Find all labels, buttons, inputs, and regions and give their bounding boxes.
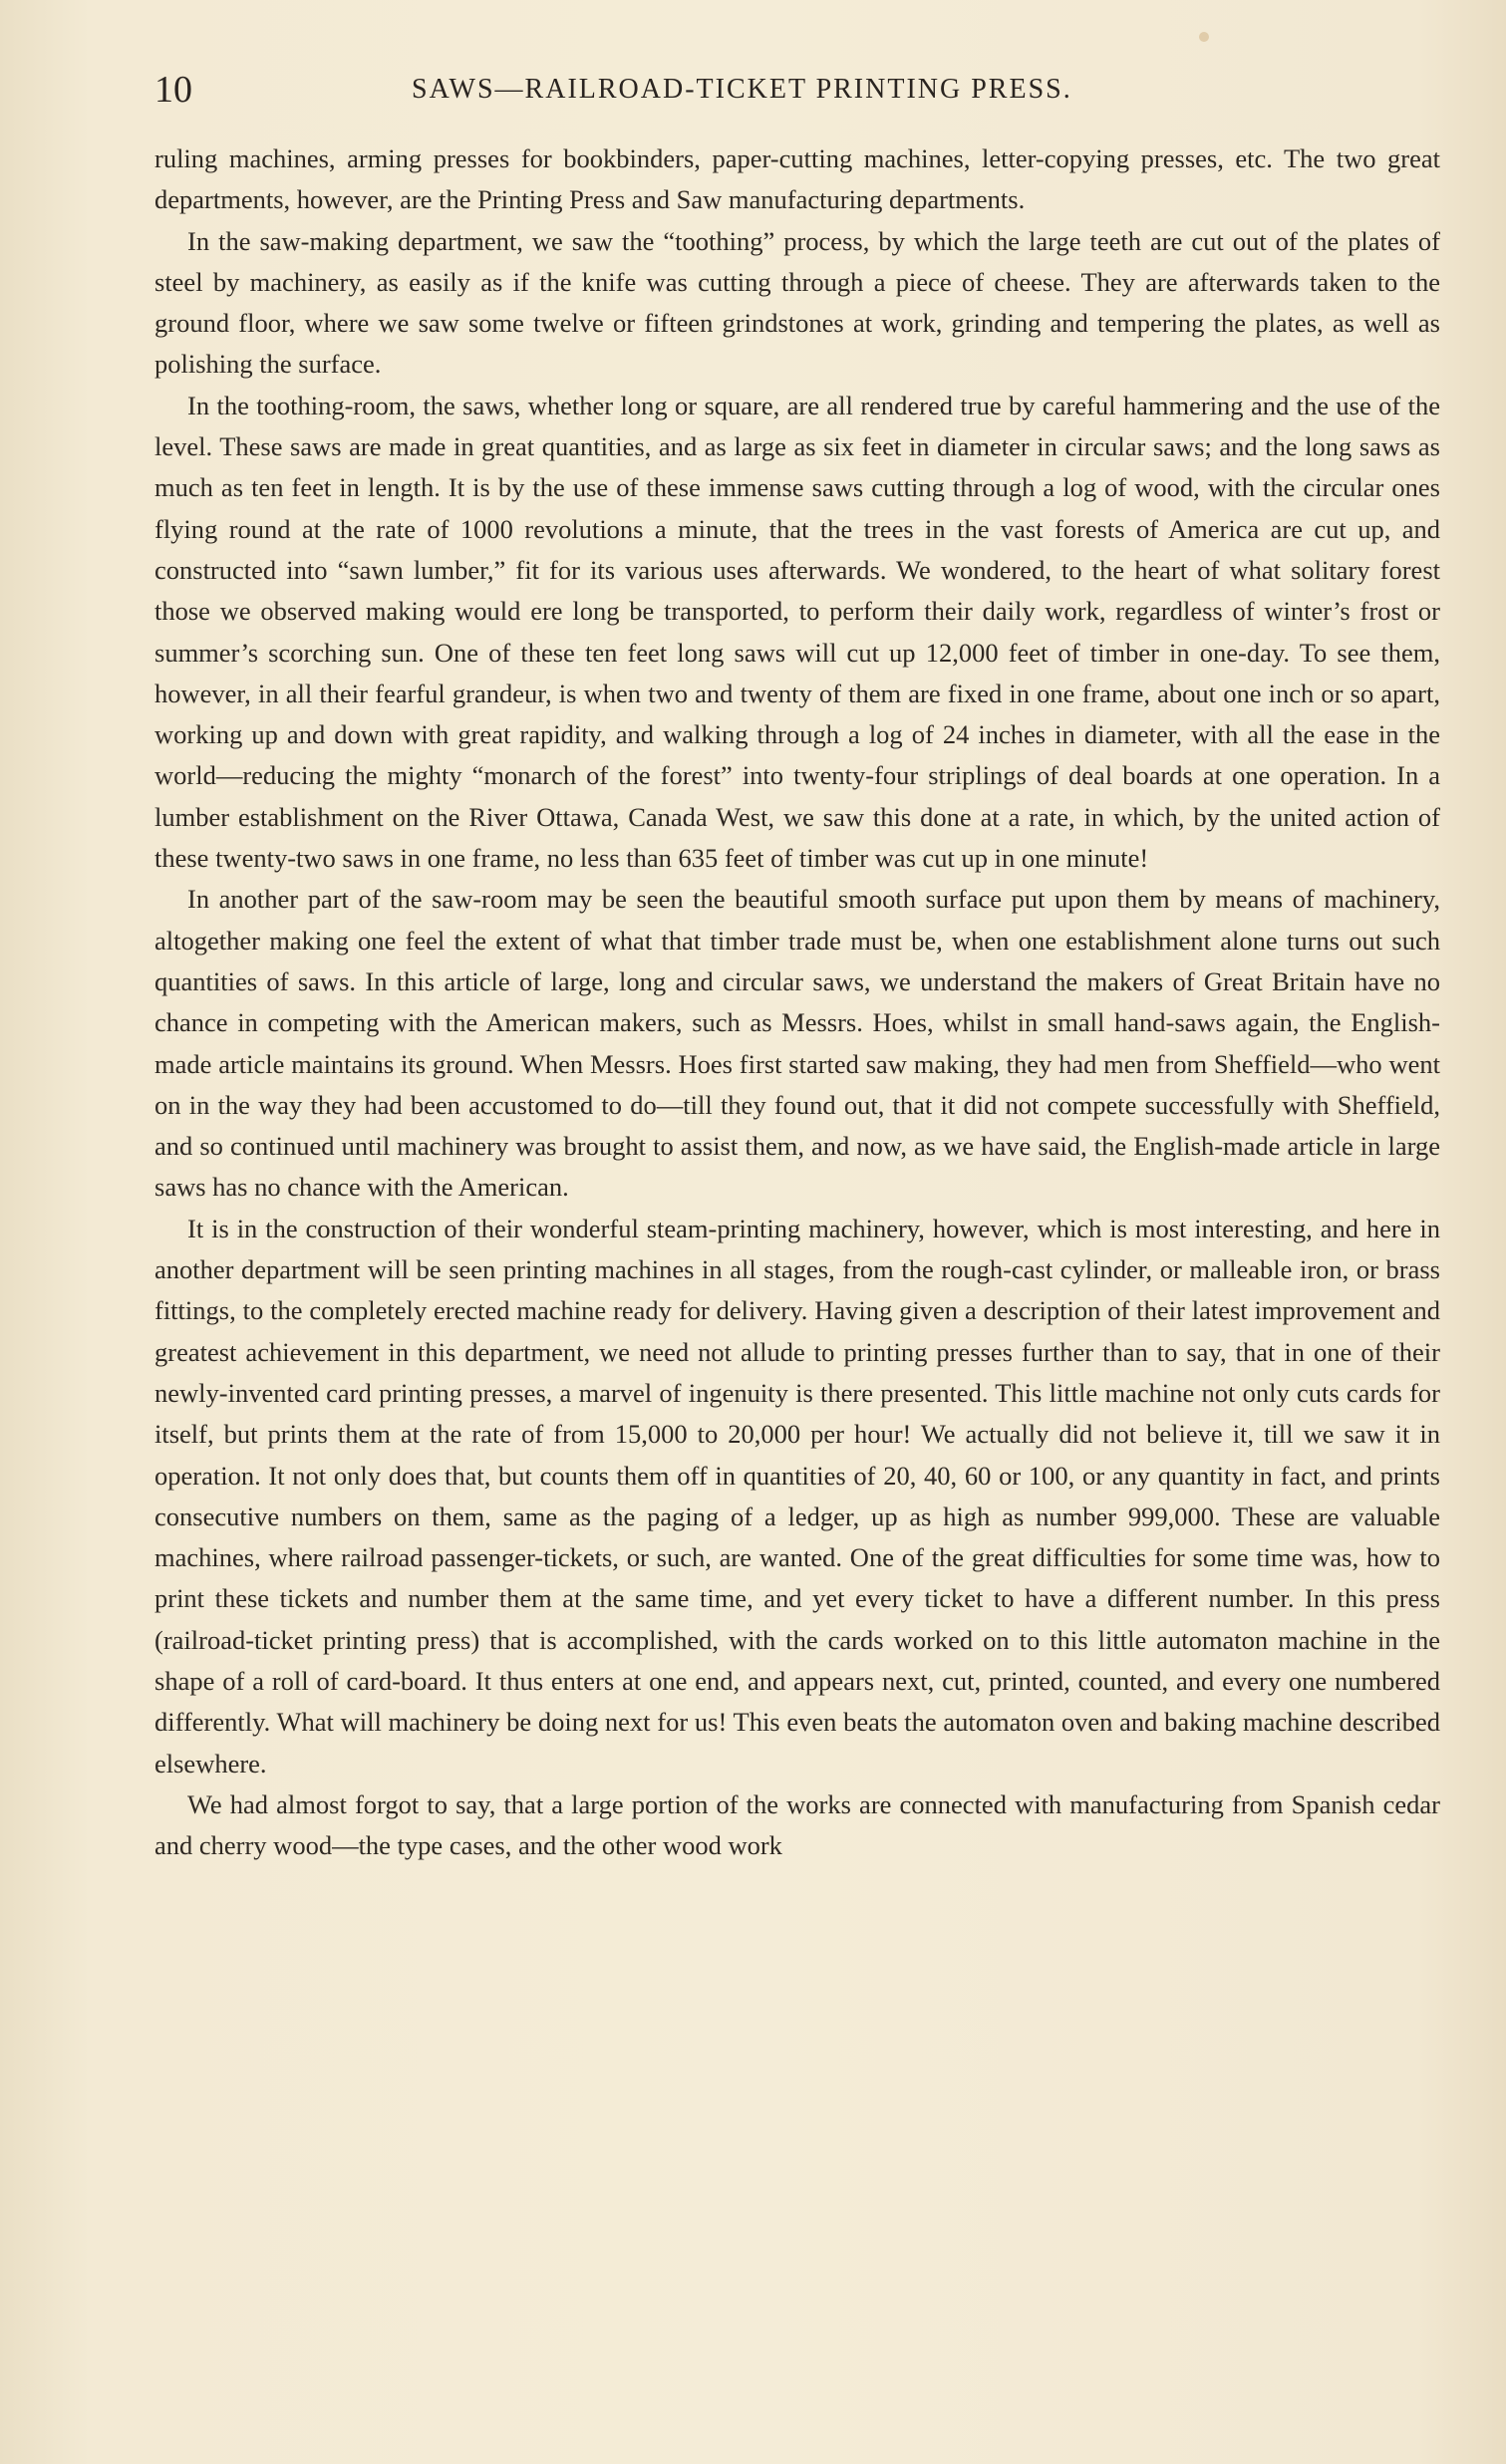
paragraph-toothing-room: In the toothing-room, the saws, whether long or square, are all rendered true by careful hammering and the use of the level. These saws are made in great quantities, and as large as six feet in diameter in circular saws; and the long saws as much as ten feet in length. It is by the use of these immense saws cutting through a log of wood, with the circular ones flying round at the rate of 1000 revolutions a minute, that the trees in the vast forests of America are cut up, and constructed into “sawn lumber,” fit for its various uses afterwards. We wondered, to the heart of what solitary forest those we observed making would ere long be transported, to perform their daily work, regardless of winter’s frost or summer’s scorching sun. One of these ten feet long saws will cut up 12,000 feet of timber in one-day. To see them, however, in all their fearful grandeur, is when two and twenty of them are fixed in one frame, about one inch or so apart, working up and down with great rapidity, and walking through a log of 24 inches in diameter, with all the ease in the world—reducing the mighty “monarch of the forest” into twenty-four striplings of deal boards at one operation. In a lumber establishment on the River Ottawa, Canada West, we saw this done at a rate, in which, by the united action of these twenty-two saws in one frame, no less than 635 feet of timber was cut up in one minute!: [154, 390, 1440, 874]
paper-stain: [1199, 32, 1209, 42]
paragraph-wood-work: We had almost forgot to say, that a large portion of the works are connected with manufacturing from Spanish cedar and cherry wood—the type cases, and the other wood work: [154, 1788, 1440, 1861]
article-body: [154, 138, 1440, 1866]
paragraph-continued: ruling machines, arming presses for bookbinders, paper-cutting machines, letter-copying presses, etc. The two great departments, however, are the Printing Press and Saw manufacturing departments.: [154, 143, 1440, 215]
page-header: [154, 62, 1440, 118]
paragraph-printing-machinery: It is in the construction of their wonderful steam-printing machinery, however, which is most interesting, and here in another department will be seen printing machines in all stages, from the rough-cast cylinder, or malleable iron, or brass fittings, to the completely erected machine ready for delivery. Having given a description of their latest improvement and greatest achievement in this department, we need not allude to printing presses further than to say, that in one of their newly-invented card printing presses, a marvel of ingenuity is there presented. This little machine not only cuts cards for itself, but prints them at the rate of from 15,000 to 20,000 per hour! We actually did not believe it, till we saw it in operation. It not only does that, but counts them off in quantities of 20, 40, 60 or 100, or any quantity in fact, and prints consecutive numbers on them, same as the paging of a ledger, up as high as number 999,000. These are valuable machines, where railroad passenger-tickets, or such, are wanted. One of the great difficulties for some time was, how to print these tickets and number them at the same time, and yet every ticket to have a different number. In this press (railroad-ticket printing press) that is accomplished, with the cards worked on to this little automaton machine in the shape of a roll of card-board. It thus enters at one end, and appears next, cut, printed, counted, and every one numbered differently. What will machinery be doing next for us! This even beats the automaton oven and baking machine described elsewhere.: [154, 1213, 1440, 1779]
paragraph-saw-room: In another part of the saw-room may be seen the beautiful smooth surface put upon them by means of machinery, altogether making one feel the extent of what that timber trade must be, when one establishment alone turns out such quantities of saws. In this article of large, long and circular saws, we understand the makers of Great Britain have no chance in competing with the American makers, such as Messrs. Hoes, whilst in small hand-saws again, the English-made article maintains its ground. When Messrs. Hoes first started saw making, they had men from Sheffield—who went on in the way they had been accustomed to do—till they found out, that it did not compete successfully with Sheffield, and so continued until machinery was brought to assist them, and now, as we have said, the English-made article in large saws has no chance with the American.: [154, 884, 1440, 1203]
page-number: 10: [154, 69, 192, 111]
running-title: SAWS—RAILROAD-TICKET PRINTING PRESS.: [412, 74, 1072, 105]
paragraph-saw-making: In the saw-making department, we saw the “toothing” process, by which the large teeth are cut out of the plates of steel by machinery, as easily as if the knife was cutting through a piece of cheese. They are afterwards taken to the ground floor, where we saw some twelve or fifteen grindstones at work, grinding and tempering the plates, as well as polishing the surface.: [154, 225, 1440, 380]
